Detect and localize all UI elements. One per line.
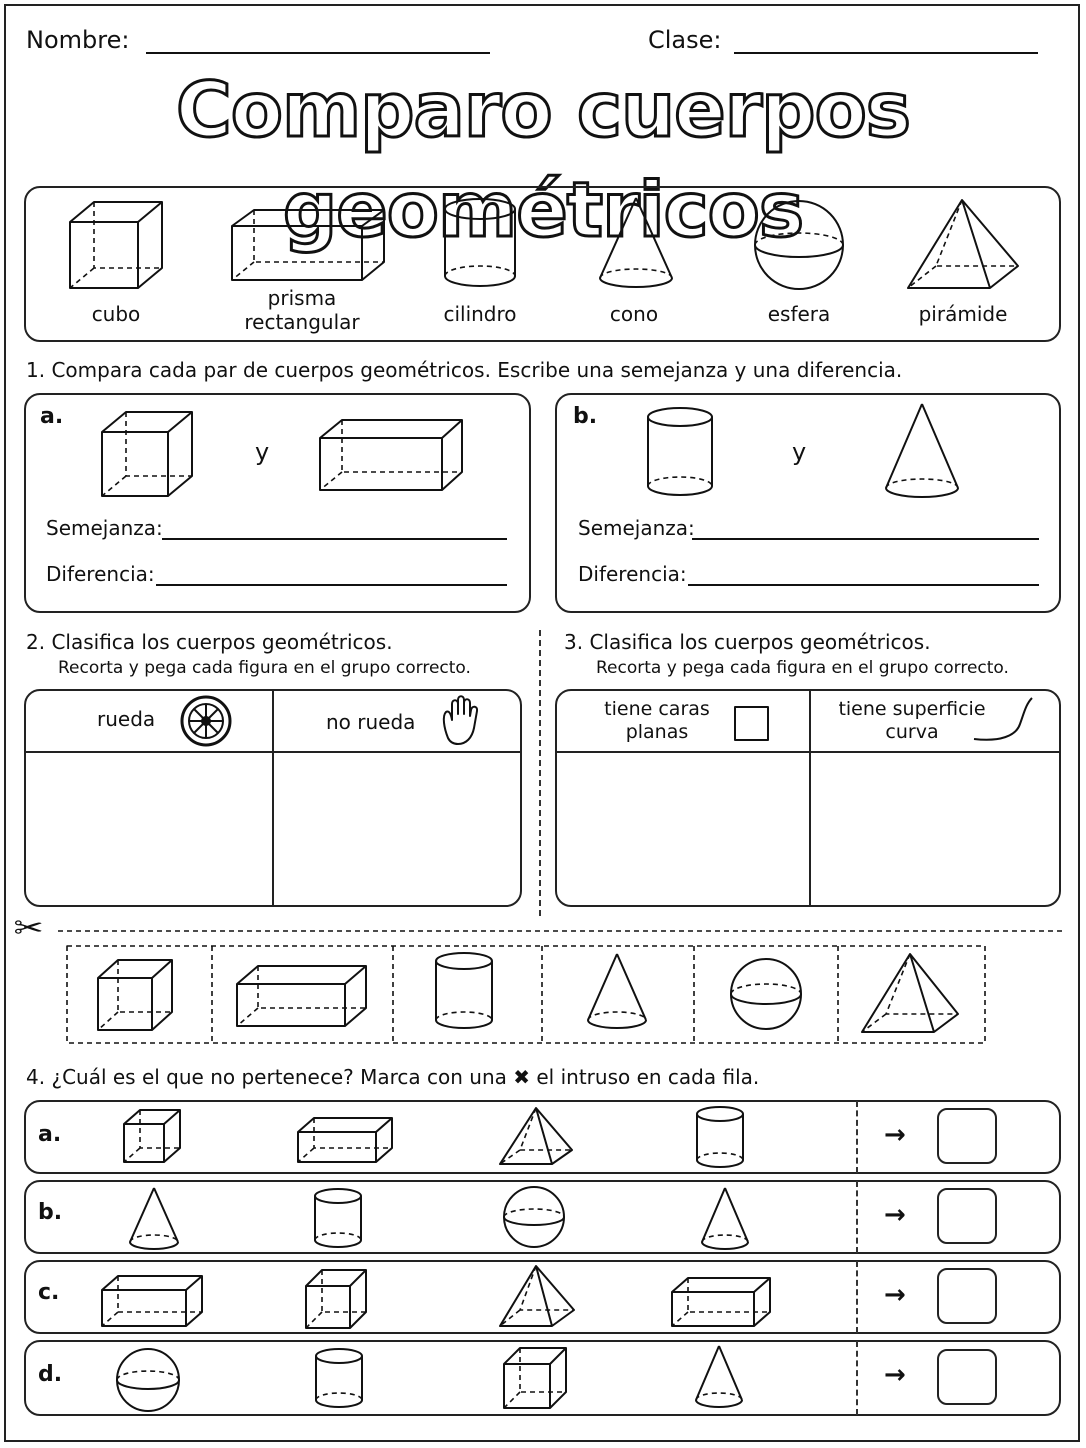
arrow-icon: → — [884, 1280, 906, 1310]
q2-col-rueda: rueda — [97, 707, 156, 731]
sphere-icon — [504, 1187, 564, 1247]
class-label: Clase: — [648, 26, 722, 54]
q1-prompt: 1. Compara cada par de cuerpos geométricos. Escribe una semejanza y una diferencia. — [26, 358, 903, 382]
rect-prism-icon — [672, 1278, 770, 1326]
q1a-conj: y — [255, 438, 270, 466]
arrow-icon: → — [884, 1360, 906, 1390]
q3-sub: Recorta y pega cada figura en el grupo correcto. — [596, 658, 1009, 678]
legend-label-cubo: cubo — [91, 302, 141, 326]
arrow-icon: → — [884, 1120, 906, 1150]
q3-col-curva: tiene superficie curva — [838, 698, 986, 743]
cone-icon — [696, 1346, 742, 1407]
legend-label-prisma: prisma rectangular — [244, 286, 360, 334]
q1b-dif-label: Diferencia: — [578, 562, 687, 586]
q2-prompt: 2. Clasifica los cuerpos geométricos. — [26, 630, 393, 654]
name-label: Nombre: — [26, 26, 130, 54]
q1a-dif-label: Diferencia: — [46, 562, 155, 586]
q1b-conj: y — [792, 438, 807, 466]
q4-prompt: 4. ¿Cuál es el que no pertenece? Marca con una ✖ el intruso en cada fila. — [26, 1065, 760, 1089]
pyramid-icon — [500, 1108, 572, 1164]
cylinder-icon — [316, 1349, 362, 1407]
cube-icon — [124, 1110, 180, 1162]
legend-label-cono: cono — [609, 302, 659, 326]
q1a-sim-label: Semejanza: — [46, 516, 163, 540]
q2-col-no-rueda: no rueda — [326, 710, 416, 734]
q3-col-planas: tiene caras planas — [604, 698, 710, 743]
rect-prism-icon — [298, 1118, 392, 1162]
q4-row-b-letter: b. — [38, 1200, 63, 1225]
q4-row-c-letter: c. — [38, 1280, 60, 1305]
q4-row-d-letter: d. — [38, 1362, 63, 1387]
q4-row-a-letter: a. — [38, 1122, 62, 1147]
cube-icon — [504, 1348, 566, 1408]
cone-icon — [130, 1188, 178, 1249]
cylinder-icon — [697, 1107, 743, 1167]
q2-sub: Recorta y pega cada figura en el grupo correcto. — [58, 658, 471, 678]
rect-prism-icon — [102, 1276, 202, 1326]
cube-icon — [306, 1270, 366, 1328]
q1b-sim-label: Semejanza: — [578, 516, 695, 540]
q1b-letter: b. — [573, 404, 598, 429]
page-title: Comparo cuerpos geométricos — [175, 65, 911, 254]
pyramid-icon — [500, 1266, 574, 1326]
legend-label-piramide: pirámide — [918, 302, 1008, 326]
legend-label-esfera: esfera — [767, 302, 831, 326]
cone-icon — [702, 1188, 748, 1249]
cylinder-icon — [315, 1189, 361, 1247]
arrow-icon: → — [884, 1200, 906, 1230]
x-mark-icon: ✖ — [513, 1065, 531, 1089]
sphere-icon — [117, 1349, 179, 1411]
scissors-icon: ✂ — [13, 911, 44, 946]
q1a-letter: a. — [40, 404, 64, 429]
q3-prompt: 3. Clasifica los cuerpos geométricos. — [564, 630, 931, 654]
legend-label-cilindro: cilindro — [443, 302, 517, 326]
